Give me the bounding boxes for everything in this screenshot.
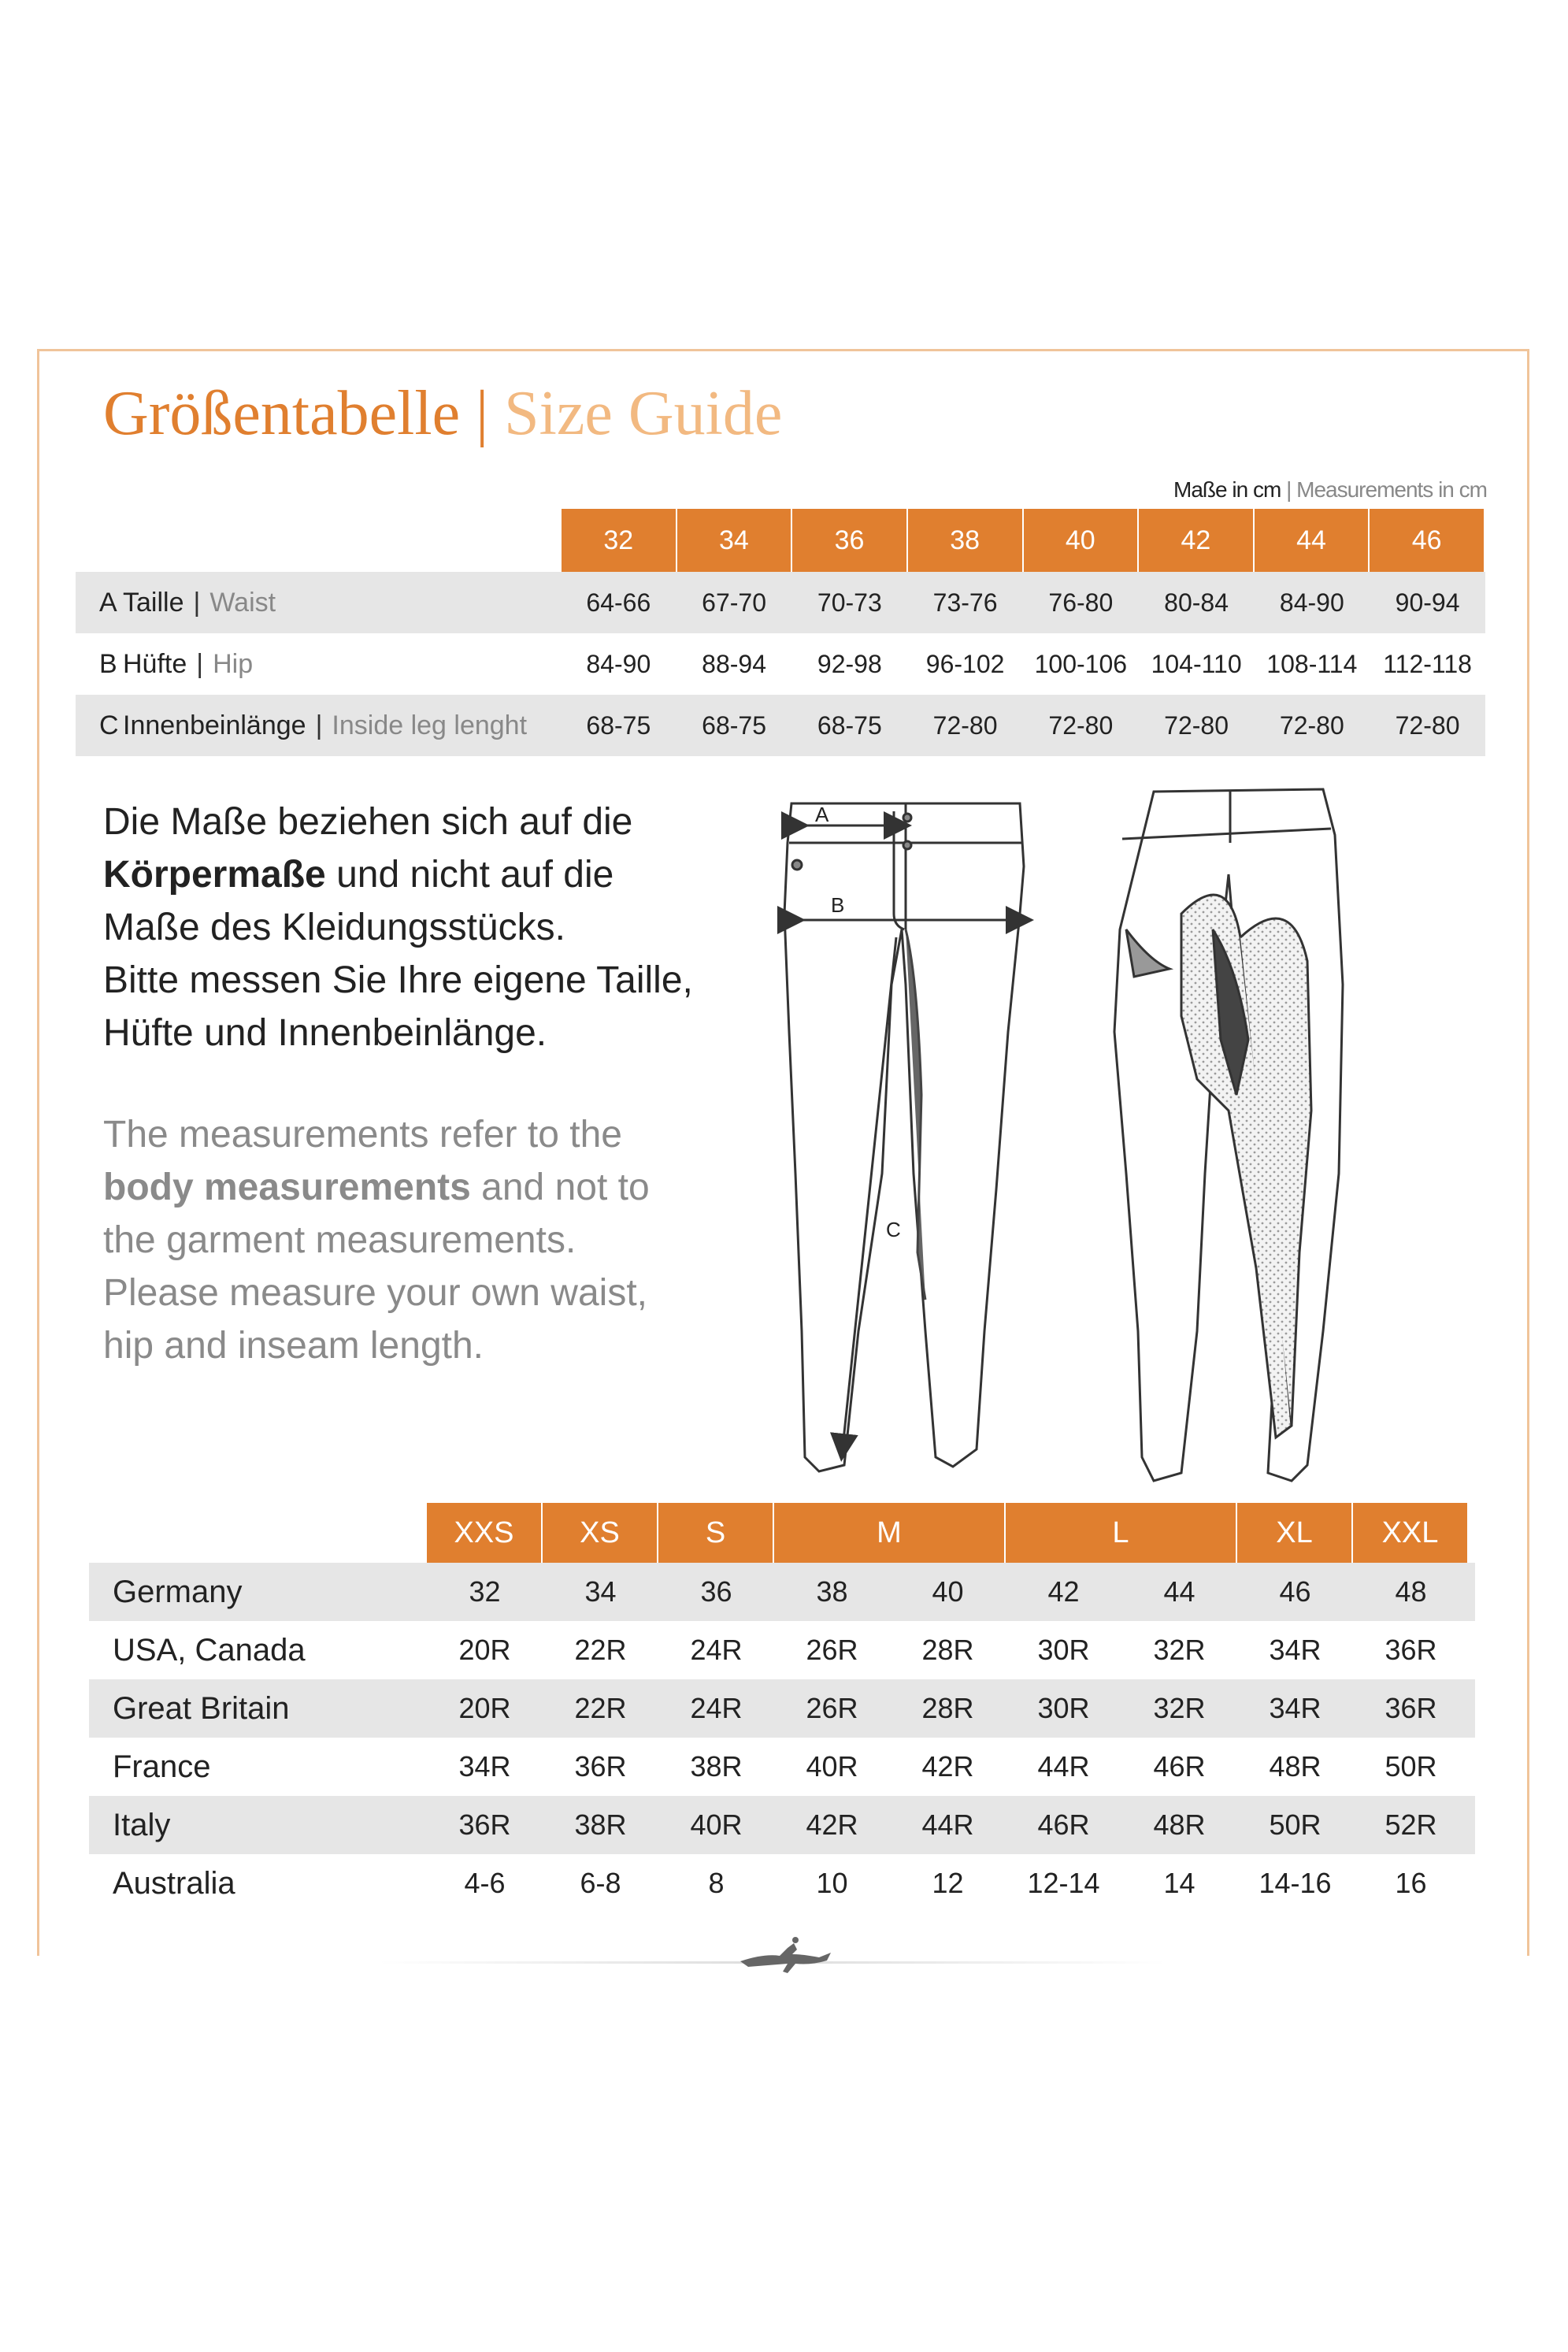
units-english: Measurements in cm bbox=[1296, 477, 1487, 502]
country-size-value: 32R bbox=[1153, 1692, 1206, 1724]
country-size-value: 34 bbox=[584, 1575, 617, 1608]
country-size-value: 46R bbox=[1037, 1809, 1090, 1841]
note-german-bold: Körpermaße bbox=[103, 854, 326, 896]
rider-logo-icon bbox=[732, 1934, 843, 1981]
measurement-value: 92-98 bbox=[817, 649, 882, 678]
country-size-value: 44R bbox=[1037, 1750, 1090, 1783]
front-view-icon bbox=[784, 803, 1024, 1471]
country-row bbox=[89, 1679, 1475, 1738]
country-size-value: 44 bbox=[1163, 1575, 1195, 1608]
international-size-table bbox=[89, 1503, 1475, 1912]
country-size-value: 20R bbox=[458, 1692, 511, 1724]
measurement-name-english: Inside leg lenght bbox=[332, 710, 528, 740]
measurement-value: 104-110 bbox=[1151, 649, 1242, 678]
country-size-value: 26R bbox=[806, 1634, 858, 1666]
country-size-value: 12 bbox=[932, 1867, 964, 1899]
country-size-value: 34R bbox=[458, 1750, 511, 1783]
country-size-value: 50R bbox=[1385, 1750, 1437, 1783]
country-size-value: 26R bbox=[806, 1692, 858, 1724]
measurement-value: 108-114 bbox=[1266, 649, 1358, 678]
country-size-value: 36R bbox=[1385, 1692, 1437, 1724]
note-german-line3: Maße des Kleidungsstücks. bbox=[103, 907, 565, 948]
country-size-value: 48R bbox=[1269, 1750, 1321, 1783]
size-header-cell: 32 bbox=[562, 509, 676, 572]
country-size-value: 24R bbox=[690, 1634, 743, 1666]
letter-size-header-cell: S bbox=[658, 1503, 773, 1563]
measurement-value: 80-84 bbox=[1164, 588, 1229, 617]
note-english-line2 bbox=[103, 1161, 749, 1214]
measurement-name-english: Hip bbox=[213, 648, 254, 679]
international-size-body bbox=[89, 1563, 1475, 1912]
measurement-name-english: Waist bbox=[209, 587, 276, 618]
measurement-value: 68-75 bbox=[702, 710, 767, 740]
letter-size-header-cell: XL bbox=[1237, 1503, 1351, 1563]
measurement-value: 64-66 bbox=[586, 588, 651, 617]
measurement-row bbox=[76, 633, 1485, 695]
country-size-value: 20R bbox=[458, 1634, 511, 1666]
measurement-value: 72-80 bbox=[1048, 710, 1114, 740]
measurement-value: 70-73 bbox=[817, 588, 882, 617]
note-german-line2 bbox=[103, 848, 749, 901]
measurement-label bbox=[76, 588, 561, 618]
measurement-letter: B bbox=[99, 648, 117, 679]
country-size-value: 40 bbox=[932, 1575, 964, 1608]
country-size-value: 22R bbox=[574, 1692, 627, 1724]
note-english-line2-rest: and not to bbox=[470, 1167, 650, 1208]
letter-size-header-cell: M bbox=[774, 1503, 1004, 1563]
label-b: B bbox=[831, 893, 845, 917]
country-size-value: 28R bbox=[921, 1634, 974, 1666]
country-label: Italy bbox=[113, 1807, 171, 1842]
country-size-value: 36R bbox=[458, 1809, 511, 1841]
measurement-value: 76-80 bbox=[1048, 588, 1114, 617]
measurement-label bbox=[76, 710, 561, 741]
country-label: Australia bbox=[113, 1865, 235, 1901]
measurements-table bbox=[76, 509, 1485, 756]
note-english-line4: Please measure your own waist, bbox=[103, 1272, 647, 1314]
country-label: Germany bbox=[113, 1574, 243, 1609]
measurement-value: 72-80 bbox=[932, 710, 998, 740]
country-row bbox=[89, 1854, 1475, 1912]
country-size-value: 46 bbox=[1279, 1575, 1311, 1608]
measurement-row bbox=[76, 572, 1485, 633]
country-size-value: 22R bbox=[574, 1634, 627, 1666]
country-size-value: 38R bbox=[574, 1809, 627, 1841]
note-german bbox=[103, 796, 749, 1059]
size-header-cell: 44 bbox=[1255, 509, 1369, 572]
size-header-cell: 36 bbox=[792, 509, 906, 572]
measurement-letter: C bbox=[99, 710, 119, 740]
country-size-value: 42R bbox=[921, 1750, 974, 1783]
measurement-value: 96-102 bbox=[925, 649, 1005, 678]
country-size-value: 24R bbox=[690, 1692, 743, 1724]
back-view-icon bbox=[1114, 789, 1343, 1481]
country-row bbox=[89, 1738, 1475, 1796]
country-size-value: 36R bbox=[1385, 1634, 1437, 1666]
note-english-line3: the garment measurements. bbox=[103, 1219, 576, 1261]
country-size-value: 12-14 bbox=[1027, 1867, 1100, 1899]
measurement-row bbox=[76, 695, 1485, 756]
measurement-label bbox=[76, 649, 561, 680]
measurement-letter: A bbox=[99, 587, 117, 618]
measurement-value: 112-118 bbox=[1383, 649, 1472, 678]
note-german-line4: Bitte messen Sie Ihre eigene Taille, bbox=[103, 959, 693, 1001]
country-size-value: 28R bbox=[921, 1692, 974, 1724]
country-label: Great Britain bbox=[113, 1690, 290, 1726]
measurement-value: 72-80 bbox=[1279, 710, 1344, 740]
country-size-value: 38R bbox=[690, 1750, 743, 1783]
country-label: France bbox=[113, 1749, 211, 1784]
units-german: Maße in cm bbox=[1173, 477, 1281, 502]
country-size-value: 30R bbox=[1037, 1692, 1090, 1724]
note-english-line1: The measurements refer to the bbox=[103, 1114, 622, 1156]
country-row bbox=[89, 1563, 1475, 1621]
country-size-value: 42R bbox=[806, 1809, 858, 1841]
measurement-value: 84-90 bbox=[1279, 588, 1344, 617]
size-header-cell: 42 bbox=[1139, 509, 1253, 572]
letter-size-header-cell: XXS bbox=[427, 1503, 541, 1563]
measurement-value: 68-75 bbox=[817, 710, 882, 740]
country-size-value: 40R bbox=[690, 1809, 743, 1841]
label-c: C bbox=[886, 1218, 901, 1241]
country-size-value: 10 bbox=[816, 1867, 848, 1899]
country-size-value: 16 bbox=[1395, 1867, 1427, 1899]
measurement-name-german: Innenbeinlänge bbox=[123, 710, 306, 740]
country-size-value: 40R bbox=[806, 1750, 858, 1783]
measurement-separator: | bbox=[193, 587, 201, 618]
label-a: A bbox=[815, 803, 829, 826]
title-english: Size Guide bbox=[504, 379, 783, 448]
note-english-bold: body measurements bbox=[103, 1167, 471, 1208]
country-row bbox=[89, 1796, 1475, 1854]
units-note bbox=[1173, 477, 1487, 503]
measurement-name-german: Hüfte bbox=[123, 648, 187, 679]
measurement-value: 100-106 bbox=[1034, 649, 1128, 678]
size-header-row bbox=[562, 509, 1485, 572]
country-size-value: 46R bbox=[1153, 1750, 1206, 1783]
country-size-value: 30R bbox=[1037, 1634, 1090, 1666]
measurement-value: 88-94 bbox=[702, 649, 767, 678]
measurement-value: 84-90 bbox=[586, 649, 651, 678]
country-size-value: 42 bbox=[1047, 1575, 1080, 1608]
letter-size-header-cell: XXL bbox=[1353, 1503, 1467, 1563]
country-size-value: 14-16 bbox=[1258, 1867, 1332, 1899]
country-size-value: 36 bbox=[700, 1575, 732, 1608]
country-size-value: 6-8 bbox=[580, 1867, 621, 1899]
units-separator: | bbox=[1286, 477, 1292, 502]
country-size-value: 38 bbox=[816, 1575, 848, 1608]
note-german-line5: Hüfte und Innenbeinlänge. bbox=[103, 1012, 547, 1054]
measurement-value: 90-94 bbox=[1395, 588, 1460, 617]
letter-size-header-cell: L bbox=[1006, 1503, 1236, 1563]
note-german-line2-rest: und nicht auf die bbox=[325, 854, 614, 896]
size-header-cell: 40 bbox=[1024, 509, 1138, 572]
measurement-separator: | bbox=[196, 648, 204, 679]
measurement-value: 73-76 bbox=[932, 588, 998, 617]
country-size-value: 50R bbox=[1269, 1809, 1321, 1841]
measurement-name-german: Taille bbox=[123, 587, 184, 618]
note-english-line5: hip and inseam length. bbox=[103, 1325, 484, 1367]
country-size-value: 34R bbox=[1269, 1692, 1321, 1724]
measurement-value: 72-80 bbox=[1395, 710, 1460, 740]
country-size-value: 8 bbox=[708, 1867, 725, 1899]
country-label: USA, Canada bbox=[113, 1632, 306, 1668]
page-title bbox=[103, 378, 782, 450]
country-size-value: 34R bbox=[1269, 1634, 1321, 1666]
country-size-value: 32R bbox=[1153, 1634, 1206, 1666]
country-size-value: 36R bbox=[574, 1750, 627, 1783]
country-size-value: 14 bbox=[1163, 1867, 1195, 1899]
measurement-value: 68-75 bbox=[586, 710, 651, 740]
measurement-value: 67-70 bbox=[702, 588, 767, 617]
measurement-separator: | bbox=[315, 710, 323, 740]
size-header-cell: 46 bbox=[1370, 509, 1484, 572]
note-german-line1: Die Maße beziehen sich auf die bbox=[103, 801, 633, 843]
country-size-value: 48 bbox=[1395, 1575, 1427, 1608]
title-german: Größentabelle bbox=[103, 379, 461, 448]
measurements-body bbox=[76, 572, 1485, 756]
country-row bbox=[89, 1621, 1475, 1679]
title-separator: | bbox=[476, 379, 489, 448]
note-english bbox=[103, 1108, 749, 1372]
country-size-value: 48R bbox=[1153, 1809, 1206, 1841]
measurement-value: 72-80 bbox=[1164, 710, 1229, 740]
letter-size-header-cell: XS bbox=[543, 1503, 657, 1563]
country-size-value: 44R bbox=[921, 1809, 974, 1841]
breeches-illustration bbox=[756, 780, 1362, 1489]
size-header-cell: 38 bbox=[908, 509, 1022, 572]
country-size-value: 32 bbox=[469, 1575, 501, 1608]
country-size-value: 52R bbox=[1385, 1809, 1437, 1841]
country-size-value: 4-6 bbox=[464, 1867, 506, 1899]
letter-size-header-row bbox=[427, 1503, 1475, 1563]
size-header-cell: 34 bbox=[677, 509, 791, 572]
